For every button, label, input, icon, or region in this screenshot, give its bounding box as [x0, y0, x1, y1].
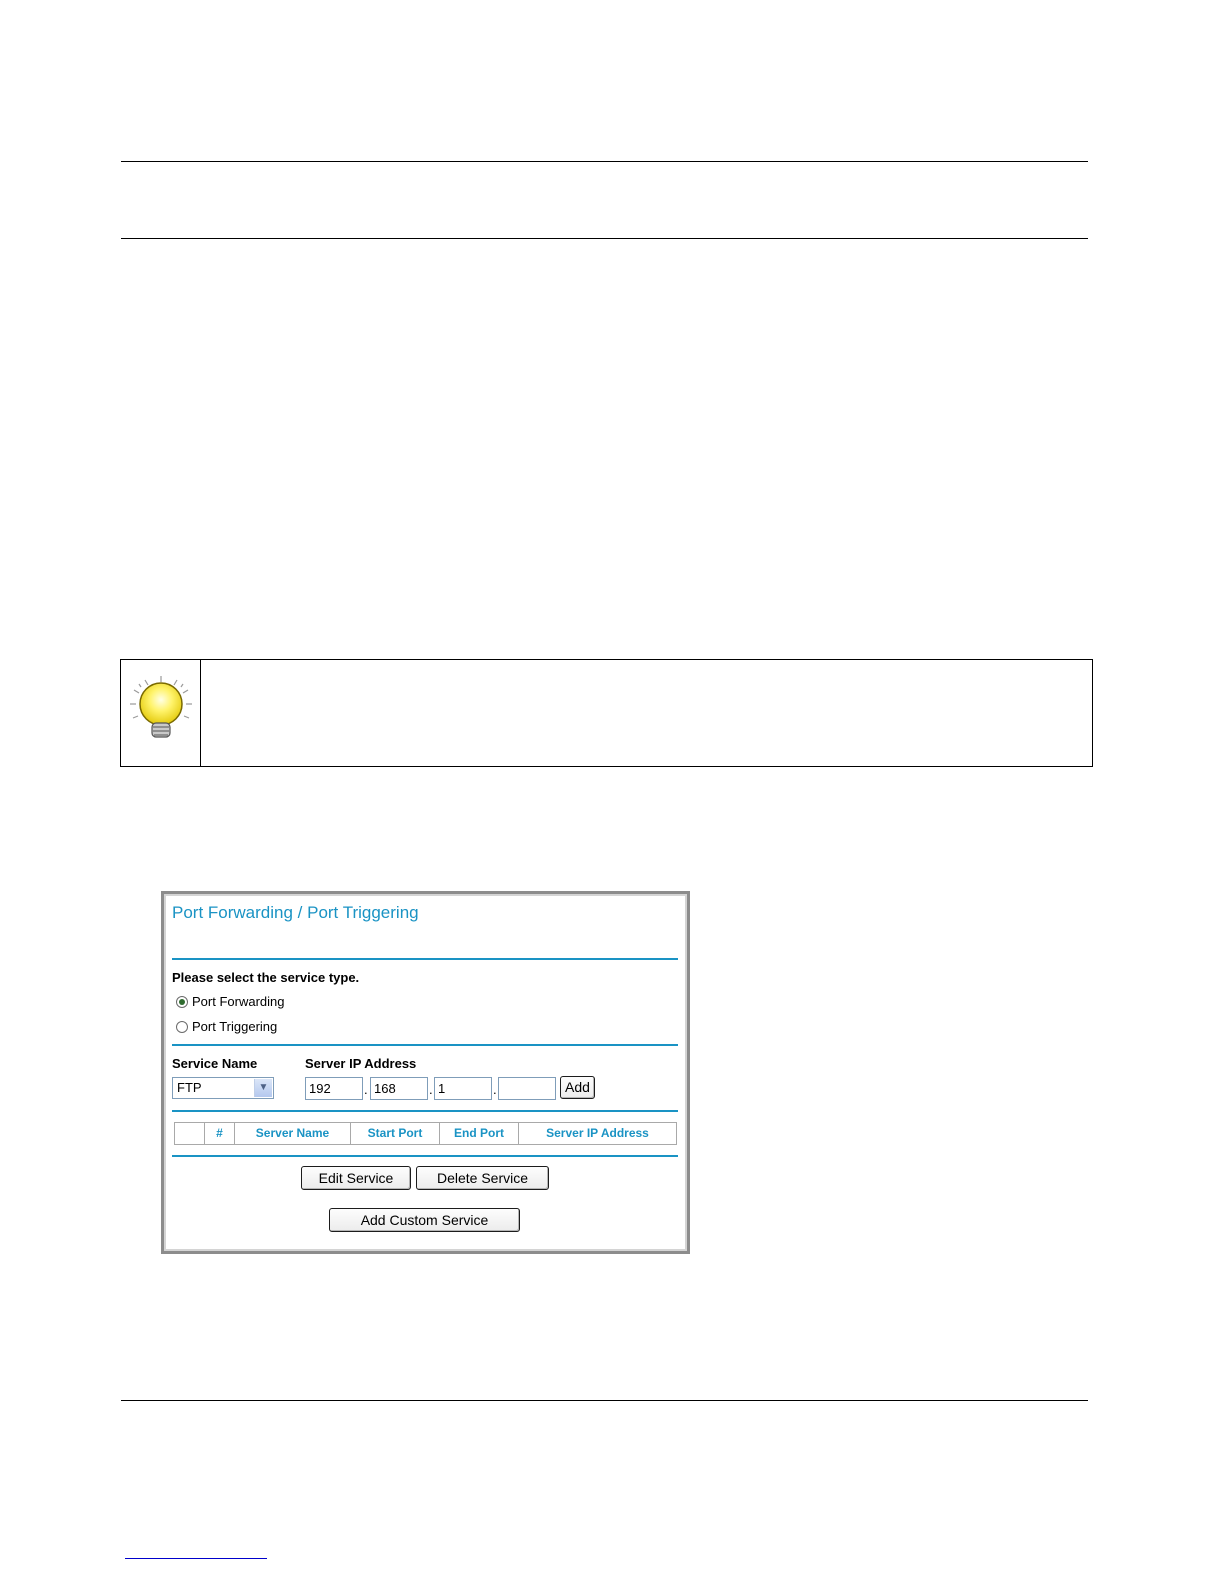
- add-button[interactable]: Add: [560, 1076, 595, 1099]
- add-custom-service-button[interactable]: Add Custom Service: [329, 1208, 520, 1232]
- radio-port-forwarding[interactable]: [176, 996, 188, 1008]
- delete-service-button[interactable]: Delete Service: [416, 1166, 549, 1190]
- divider: [172, 1155, 678, 1157]
- ip-octet-4-input[interactable]: [498, 1077, 556, 1100]
- service-name-label: Service Name: [172, 1056, 258, 1071]
- column-server-name: Server Name: [235, 1123, 351, 1144]
- radio-port-forwarding-label: Port Forwarding: [192, 994, 285, 1009]
- radio-port-triggering-row[interactable]: [176, 1019, 277, 1034]
- tip-box: [120, 659, 1093, 767]
- header-rule-top: [121, 161, 1088, 162]
- port-forwarding-panel: [161, 891, 690, 1254]
- footer-rule: [121, 1400, 1088, 1401]
- radio-port-forwarding-row[interactable]: [176, 994, 284, 1009]
- server-ip-label: Server IP Address: [305, 1056, 417, 1071]
- chevron-down-icon[interactable]: ▼: [254, 1079, 272, 1097]
- ip-separator: .: [429, 1082, 433, 1097]
- radio-port-triggering[interactable]: [176, 1021, 188, 1033]
- service-name-select[interactable]: [172, 1077, 274, 1099]
- panel-title: Port Forwarding / Port Triggering: [172, 903, 419, 922]
- radio-port-triggering-label: Port Triggering: [192, 1019, 278, 1034]
- divider: [172, 1110, 678, 1112]
- tip-icon-cell: [121, 660, 201, 766]
- footer-link-underline[interactable]: [125, 1558, 267, 1559]
- column-start-port: Start Port: [351, 1123, 440, 1144]
- column-select: [175, 1123, 205, 1144]
- divider: [172, 958, 678, 960]
- service-type-prompt: Please select the service type.: [172, 970, 360, 985]
- column-end-port: End Port: [440, 1123, 519, 1144]
- services-table-header: [174, 1122, 677, 1145]
- lightbulb-icon: [125, 674, 197, 746]
- edit-service-button[interactable]: Edit Service: [301, 1166, 411, 1190]
- ip-separator: .: [364, 1082, 368, 1097]
- header-rule-bottom: [121, 238, 1088, 239]
- ip-octet-3-input[interactable]: 1: [434, 1077, 492, 1100]
- column-number: #: [205, 1123, 235, 1144]
- ip-octet-1-input[interactable]: 192: [305, 1077, 363, 1100]
- divider: [172, 1044, 678, 1046]
- service-name-value: FTP: [177, 1080, 202, 1095]
- ip-separator: .: [493, 1082, 497, 1097]
- ip-octet-2-input[interactable]: 168: [370, 1077, 428, 1100]
- column-server-ip: Server IP Address: [546, 1126, 649, 1140]
